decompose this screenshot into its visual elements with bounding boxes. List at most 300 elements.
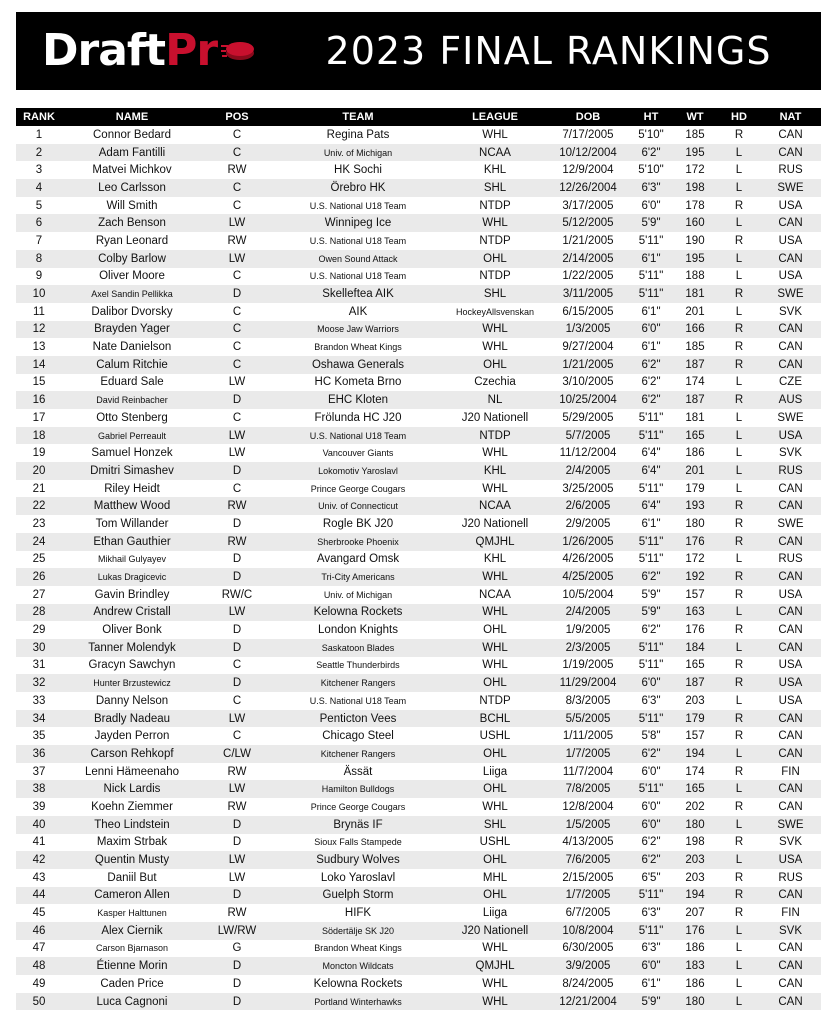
cell-ht: 6'2" xyxy=(630,568,672,586)
cell-league: WHL xyxy=(444,993,546,1011)
table-row xyxy=(16,444,821,462)
cell-team: Univ. of Michigan xyxy=(272,586,444,604)
cell-nat: RUS xyxy=(760,462,821,480)
cell-hd: R xyxy=(718,232,760,250)
cell-ht: 6'0" xyxy=(630,674,672,692)
cell-dob: 6/30/2005 xyxy=(546,940,630,958)
cell-wt: 165 xyxy=(672,657,718,675)
table-row xyxy=(16,763,821,781)
cell-rank: 22 xyxy=(16,497,62,515)
cell-rank: 35 xyxy=(16,727,62,745)
cell-dob: 7/8/2005 xyxy=(546,780,630,798)
table-row xyxy=(16,285,821,303)
cell-team: Skelleftea AIK xyxy=(272,285,444,303)
cell-wt: 176 xyxy=(672,922,718,940)
cell-name: Maxim Strbak xyxy=(62,834,202,852)
cell-pos: D xyxy=(202,568,272,586)
cell-ht: 5'11" xyxy=(630,409,672,427)
cell-nat: USA xyxy=(760,268,821,286)
cell-pos: LW xyxy=(202,780,272,798)
cell-rank: 16 xyxy=(16,391,62,409)
cell-wt: 179 xyxy=(672,480,718,498)
column-header-league: LEAGUE xyxy=(444,108,546,126)
cell-name: Adam Fantilli xyxy=(62,144,202,162)
cell-wt: 183 xyxy=(672,957,718,975)
cell-pos: LW xyxy=(202,869,272,887)
cell-wt: 186 xyxy=(672,444,718,462)
cell-nat: SVK xyxy=(760,922,821,940)
cell-league: SHL xyxy=(444,285,546,303)
cell-wt: 195 xyxy=(672,250,718,268)
cell-name: Alex Ciernik xyxy=(62,922,202,940)
cell-hd: R xyxy=(718,621,760,639)
cell-dob: 12/9/2004 xyxy=(546,161,630,179)
column-header-name: NAME xyxy=(62,108,202,126)
cell-rank: 50 xyxy=(16,993,62,1011)
cell-rank: 24 xyxy=(16,533,62,551)
cell-league: J20 Nationell xyxy=(444,922,546,940)
cell-ht: 6'2" xyxy=(630,356,672,374)
cell-rank: 49 xyxy=(16,975,62,993)
cell-hd: L xyxy=(718,551,760,569)
cell-dob: 7/17/2005 xyxy=(546,126,630,144)
cell-ht: 5'10" xyxy=(630,161,672,179)
cell-ht: 5'8" xyxy=(630,727,672,745)
cell-dob: 2/4/2005 xyxy=(546,604,630,622)
cell-nat: FIN xyxy=(760,763,821,781)
cell-nat: CAN xyxy=(760,604,821,622)
cell-pos: D xyxy=(202,551,272,569)
cell-league: WHL xyxy=(444,975,546,993)
cell-rank: 42 xyxy=(16,851,62,869)
cell-nat: CAN xyxy=(760,639,821,657)
table-row xyxy=(16,957,821,975)
cell-ht: 6'3" xyxy=(630,904,672,922)
cell-pos: RW xyxy=(202,161,272,179)
cell-dob: 12/26/2004 xyxy=(546,179,630,197)
cell-pos: C xyxy=(202,197,272,215)
cell-nat: RUS xyxy=(760,551,821,569)
cell-hd: L xyxy=(718,604,760,622)
table-row xyxy=(16,551,821,569)
cell-team: EHC Kloten xyxy=(272,391,444,409)
cell-name: Riley Heidt xyxy=(62,480,202,498)
cell-ht: 5'10" xyxy=(630,126,672,144)
cell-rank: 40 xyxy=(16,816,62,834)
cell-nat: USA xyxy=(760,197,821,215)
puck-icon xyxy=(221,40,255,62)
cell-league: NCAA xyxy=(444,497,546,515)
cell-pos: C xyxy=(202,179,272,197)
cell-rank: 30 xyxy=(16,639,62,657)
cell-league: J20 Nationell xyxy=(444,409,546,427)
cell-wt: 188 xyxy=(672,268,718,286)
cell-dob: 1/21/2005 xyxy=(546,356,630,374)
cell-pos: LW xyxy=(202,710,272,728)
cell-team: AIK xyxy=(272,303,444,321)
cell-dob: 2/6/2005 xyxy=(546,497,630,515)
cell-hd: R xyxy=(718,727,760,745)
cell-dob: 10/5/2004 xyxy=(546,586,630,604)
cell-nat: USA xyxy=(760,692,821,710)
cell-team: Regina Pats xyxy=(272,126,444,144)
cell-nat: RUS xyxy=(760,161,821,179)
cell-dob: 11/7/2004 xyxy=(546,763,630,781)
cell-pos: RW/C xyxy=(202,586,272,604)
cell-league: NTDP xyxy=(444,427,546,445)
cell-dob: 10/12/2004 xyxy=(546,144,630,162)
cell-rank: 4 xyxy=(16,179,62,197)
cell-name: Nick Lardis xyxy=(62,780,202,798)
cell-rank: 45 xyxy=(16,904,62,922)
cell-ht: 6'1" xyxy=(630,975,672,993)
cell-pos: RW xyxy=(202,763,272,781)
cell-rank: 33 xyxy=(16,692,62,710)
cell-league: WHL xyxy=(444,480,546,498)
cell-hd: L xyxy=(718,303,760,321)
cell-wt: 166 xyxy=(672,321,718,339)
cell-hd: L xyxy=(718,745,760,763)
cell-rank: 15 xyxy=(16,374,62,392)
cell-name: Bradly Nadeau xyxy=(62,710,202,728)
cell-nat: USA xyxy=(760,232,821,250)
cell-league: WHL xyxy=(444,604,546,622)
table-row xyxy=(16,409,821,427)
cell-nat: USA xyxy=(760,427,821,445)
cell-name: Cameron Allen xyxy=(62,887,202,905)
cell-name: Koehn Ziemmer xyxy=(62,798,202,816)
cell-team: Rogle BK J20 xyxy=(272,515,444,533)
table-row xyxy=(16,639,821,657)
cell-league: NTDP xyxy=(444,232,546,250)
cell-pos: LW xyxy=(202,444,272,462)
cell-team: Univ. of Michigan xyxy=(272,144,444,162)
cell-pos: LW/RW xyxy=(202,922,272,940)
cell-ht: 6'0" xyxy=(630,763,672,781)
cell-pos: C xyxy=(202,268,272,286)
cell-hd: R xyxy=(718,763,760,781)
cell-dob: 3/10/2005 xyxy=(546,374,630,392)
cell-team: Sudbury Wolves xyxy=(272,851,444,869)
cell-hd: R xyxy=(718,515,760,533)
cell-team: Frölunda HC J20 xyxy=(272,409,444,427)
cell-dob: 8/3/2005 xyxy=(546,692,630,710)
cell-dob: 4/25/2005 xyxy=(546,568,630,586)
table-row xyxy=(16,780,821,798)
cell-name: Mikhail Gulyayev xyxy=(62,551,202,569)
cell-name: Will Smith xyxy=(62,197,202,215)
cell-pos: LW xyxy=(202,427,272,445)
cell-rank: 10 xyxy=(16,285,62,303)
cell-ht: 5'11" xyxy=(630,427,672,445)
cell-wt: 180 xyxy=(672,993,718,1011)
cell-wt: 181 xyxy=(672,409,718,427)
table-row xyxy=(16,533,821,551)
cell-hd: R xyxy=(718,497,760,515)
table-row xyxy=(16,798,821,816)
column-header-nat: NAT xyxy=(760,108,821,126)
cell-team: U.S. National U18 Team xyxy=(272,268,444,286)
cell-name: Calum Ritchie xyxy=(62,356,202,374)
cell-nat: CAN xyxy=(760,480,821,498)
cell-dob: 3/9/2005 xyxy=(546,957,630,975)
cell-dob: 2/14/2005 xyxy=(546,250,630,268)
cell-team: HIFK xyxy=(272,904,444,922)
cell-ht: 6'2" xyxy=(630,374,672,392)
cell-name: Carson Bjarnason xyxy=(62,940,202,958)
cell-dob: 1/7/2005 xyxy=(546,745,630,763)
cell-name: Caden Price xyxy=(62,975,202,993)
cell-team: Saskatoon Blades xyxy=(272,639,444,657)
cell-league: Liiga xyxy=(444,904,546,922)
cell-team: Owen Sound Attack xyxy=(272,250,444,268)
cell-nat: CAN xyxy=(760,568,821,586)
cell-wt: 187 xyxy=(672,391,718,409)
table-row xyxy=(16,710,821,728)
cell-team: HK Sochi xyxy=(272,161,444,179)
cell-nat: SWE xyxy=(760,409,821,427)
cell-name: Matvei Michkov xyxy=(62,161,202,179)
cell-pos: RW xyxy=(202,232,272,250)
cell-nat: CAN xyxy=(760,144,821,162)
cell-wt: 194 xyxy=(672,745,718,763)
cell-wt: 198 xyxy=(672,179,718,197)
cell-hd: R xyxy=(718,568,760,586)
cell-league: NL xyxy=(444,391,546,409)
cell-hd: R xyxy=(718,338,760,356)
cell-name: Gabriel Perreault xyxy=(62,427,202,445)
cell-dob: 2/15/2005 xyxy=(546,869,630,887)
cell-league: WHL xyxy=(444,639,546,657)
cell-rank: 44 xyxy=(16,887,62,905)
cell-pos: C xyxy=(202,727,272,745)
cell-pos: D xyxy=(202,957,272,975)
cell-hd: R xyxy=(718,869,760,887)
cell-name: Étienne Morin xyxy=(62,957,202,975)
cell-league: WHL xyxy=(444,126,546,144)
cell-dob: 5/29/2005 xyxy=(546,409,630,427)
table-row xyxy=(16,126,821,144)
cell-wt: 165 xyxy=(672,427,718,445)
cell-team: U.S. National U18 Team xyxy=(272,197,444,215)
cell-name: Leo Carlsson xyxy=(62,179,202,197)
cell-league: QMJHL xyxy=(444,533,546,551)
cell-hd: R xyxy=(718,126,760,144)
cell-ht: 6'0" xyxy=(630,321,672,339)
cell-league: OHL xyxy=(444,780,546,798)
cell-wt: 176 xyxy=(672,533,718,551)
table-row xyxy=(16,250,821,268)
cell-ht: 6'0" xyxy=(630,957,672,975)
cell-dob: 11/12/2004 xyxy=(546,444,630,462)
cell-ht: 6'0" xyxy=(630,798,672,816)
cell-name: Quentin Musty xyxy=(62,851,202,869)
cell-nat: CAN xyxy=(760,957,821,975)
cell-ht: 5'11" xyxy=(630,780,672,798)
cell-ht: 6'2" xyxy=(630,851,672,869)
cell-league: J20 Nationell xyxy=(444,515,546,533)
cell-dob: 9/27/2004 xyxy=(546,338,630,356)
cell-pos: D xyxy=(202,816,272,834)
cell-dob: 1/26/2005 xyxy=(546,533,630,551)
table-row xyxy=(16,922,821,940)
cell-hd: L xyxy=(718,374,760,392)
cell-team: Moose Jaw Warriors xyxy=(272,321,444,339)
cell-hd: R xyxy=(718,391,760,409)
cell-pos: G xyxy=(202,940,272,958)
cell-dob: 12/21/2004 xyxy=(546,993,630,1011)
cell-dob: 7/6/2005 xyxy=(546,851,630,869)
cell-wt: 203 xyxy=(672,692,718,710)
cell-wt: 174 xyxy=(672,763,718,781)
cell-hd: L xyxy=(718,639,760,657)
cell-rank: 32 xyxy=(16,674,62,692)
cell-nat: SVK xyxy=(760,444,821,462)
cell-dob: 1/21/2005 xyxy=(546,232,630,250)
cell-name: Dmitri Simashev xyxy=(62,462,202,480)
cell-hd: L xyxy=(718,268,760,286)
cell-nat: FIN xyxy=(760,904,821,922)
cell-team: Ässät xyxy=(272,763,444,781)
cell-wt: 185 xyxy=(672,126,718,144)
cell-league: NTDP xyxy=(444,197,546,215)
cell-ht: 6'2" xyxy=(630,834,672,852)
cell-rank: 1 xyxy=(16,126,62,144)
cell-team: Loko Yaroslavl xyxy=(272,869,444,887)
cell-dob: 1/7/2005 xyxy=(546,887,630,905)
cell-pos: RW xyxy=(202,533,272,551)
cell-pos: D xyxy=(202,391,272,409)
table-row xyxy=(16,480,821,498)
cell-team: Kitchener Rangers xyxy=(272,674,444,692)
cell-league: OHL xyxy=(444,674,546,692)
cell-pos: D xyxy=(202,993,272,1011)
cell-name: Lukas Dragicevic xyxy=(62,568,202,586)
cell-nat: CAN xyxy=(760,975,821,993)
cell-rank: 34 xyxy=(16,710,62,728)
cell-ht: 6'1" xyxy=(630,303,672,321)
cell-league: OHL xyxy=(444,745,546,763)
cell-wt: 193 xyxy=(672,497,718,515)
cell-name: Ethan Gauthier xyxy=(62,533,202,551)
cell-name: Gracyn Sawchyn xyxy=(62,657,202,675)
cell-ht: 5'11" xyxy=(630,639,672,657)
table-row xyxy=(16,727,821,745)
cell-dob: 10/8/2004 xyxy=(546,922,630,940)
cell-wt: 181 xyxy=(672,285,718,303)
cell-nat: CAN xyxy=(760,533,821,551)
table-row xyxy=(16,462,821,480)
cell-league: WHL xyxy=(444,321,546,339)
cell-league: OHL xyxy=(444,250,546,268)
cell-hd: L xyxy=(718,922,760,940)
cell-pos: C xyxy=(202,338,272,356)
cell-wt: 185 xyxy=(672,338,718,356)
cell-wt: 180 xyxy=(672,515,718,533)
cell-dob: 5/12/2005 xyxy=(546,214,630,232)
cell-ht: 5'11" xyxy=(630,657,672,675)
cell-league: MHL xyxy=(444,869,546,887)
cell-league: WHL xyxy=(444,444,546,462)
cell-name: Dalibor Dvorsky xyxy=(62,303,202,321)
cell-ht: 5'9" xyxy=(630,586,672,604)
cell-league: SHL xyxy=(444,179,546,197)
cell-hd: L xyxy=(718,427,760,445)
cell-ht: 6'5" xyxy=(630,869,672,887)
cell-dob: 4/13/2005 xyxy=(546,834,630,852)
cell-rank: 39 xyxy=(16,798,62,816)
cell-team: Brandon Wheat Kings xyxy=(272,940,444,958)
table-row xyxy=(16,975,821,993)
cell-ht: 5'9" xyxy=(630,604,672,622)
cell-wt: 157 xyxy=(672,727,718,745)
cell-hd: R xyxy=(718,887,760,905)
cell-league: QMJHL xyxy=(444,957,546,975)
cell-wt: 202 xyxy=(672,798,718,816)
cell-hd: R xyxy=(718,904,760,922)
cell-league: NCAA xyxy=(444,586,546,604)
table-row xyxy=(16,427,821,445)
cell-league: USHL xyxy=(444,834,546,852)
cell-nat: CAN xyxy=(760,745,821,763)
table-row xyxy=(16,692,821,710)
table-row xyxy=(16,374,821,392)
cell-name: Daniil But xyxy=(62,869,202,887)
cell-hd: R xyxy=(718,657,760,675)
cell-dob: 6/7/2005 xyxy=(546,904,630,922)
cell-ht: 5'9" xyxy=(630,993,672,1011)
cell-ht: 6'2" xyxy=(630,745,672,763)
cell-team: Sherbrooke Phoenix xyxy=(272,533,444,551)
table-row xyxy=(16,144,821,162)
cell-nat: CAN xyxy=(760,940,821,958)
cell-dob: 2/4/2005 xyxy=(546,462,630,480)
table-row xyxy=(16,321,821,339)
cell-pos: LW xyxy=(202,851,272,869)
table-header-row xyxy=(16,108,821,126)
cell-rank: 11 xyxy=(16,303,62,321)
cell-dob: 12/8/2004 xyxy=(546,798,630,816)
cell-nat: USA xyxy=(760,657,821,675)
cell-nat: CAN xyxy=(760,321,821,339)
cell-team: U.S. National U18 Team xyxy=(272,692,444,710)
cell-league: OHL xyxy=(444,621,546,639)
cell-rank: 6 xyxy=(16,214,62,232)
column-header-ht: HT xyxy=(630,108,672,126)
cell-name: Connor Bedard xyxy=(62,126,202,144)
cell-team: Seattle Thunderbirds xyxy=(272,657,444,675)
cell-league: NCAA xyxy=(444,144,546,162)
cell-wt: 192 xyxy=(672,568,718,586)
cell-pos: D xyxy=(202,834,272,852)
table-row xyxy=(16,568,821,586)
cell-rank: 9 xyxy=(16,268,62,286)
cell-dob: 10/25/2004 xyxy=(546,391,630,409)
cell-pos: LW xyxy=(202,214,272,232)
cell-hd: L xyxy=(718,214,760,232)
table-row xyxy=(16,197,821,215)
cell-hd: L xyxy=(718,179,760,197)
cell-league: Liiga xyxy=(444,763,546,781)
cell-ht: 5'9" xyxy=(630,214,672,232)
cell-team: Vancouver Giants xyxy=(272,444,444,462)
cell-pos: D xyxy=(202,639,272,657)
cell-ht: 6'4" xyxy=(630,497,672,515)
cell-name: Danny Nelson xyxy=(62,692,202,710)
cell-league: WHL xyxy=(444,798,546,816)
cell-name: Andrew Cristall xyxy=(62,604,202,622)
cell-dob: 1/3/2005 xyxy=(546,321,630,339)
